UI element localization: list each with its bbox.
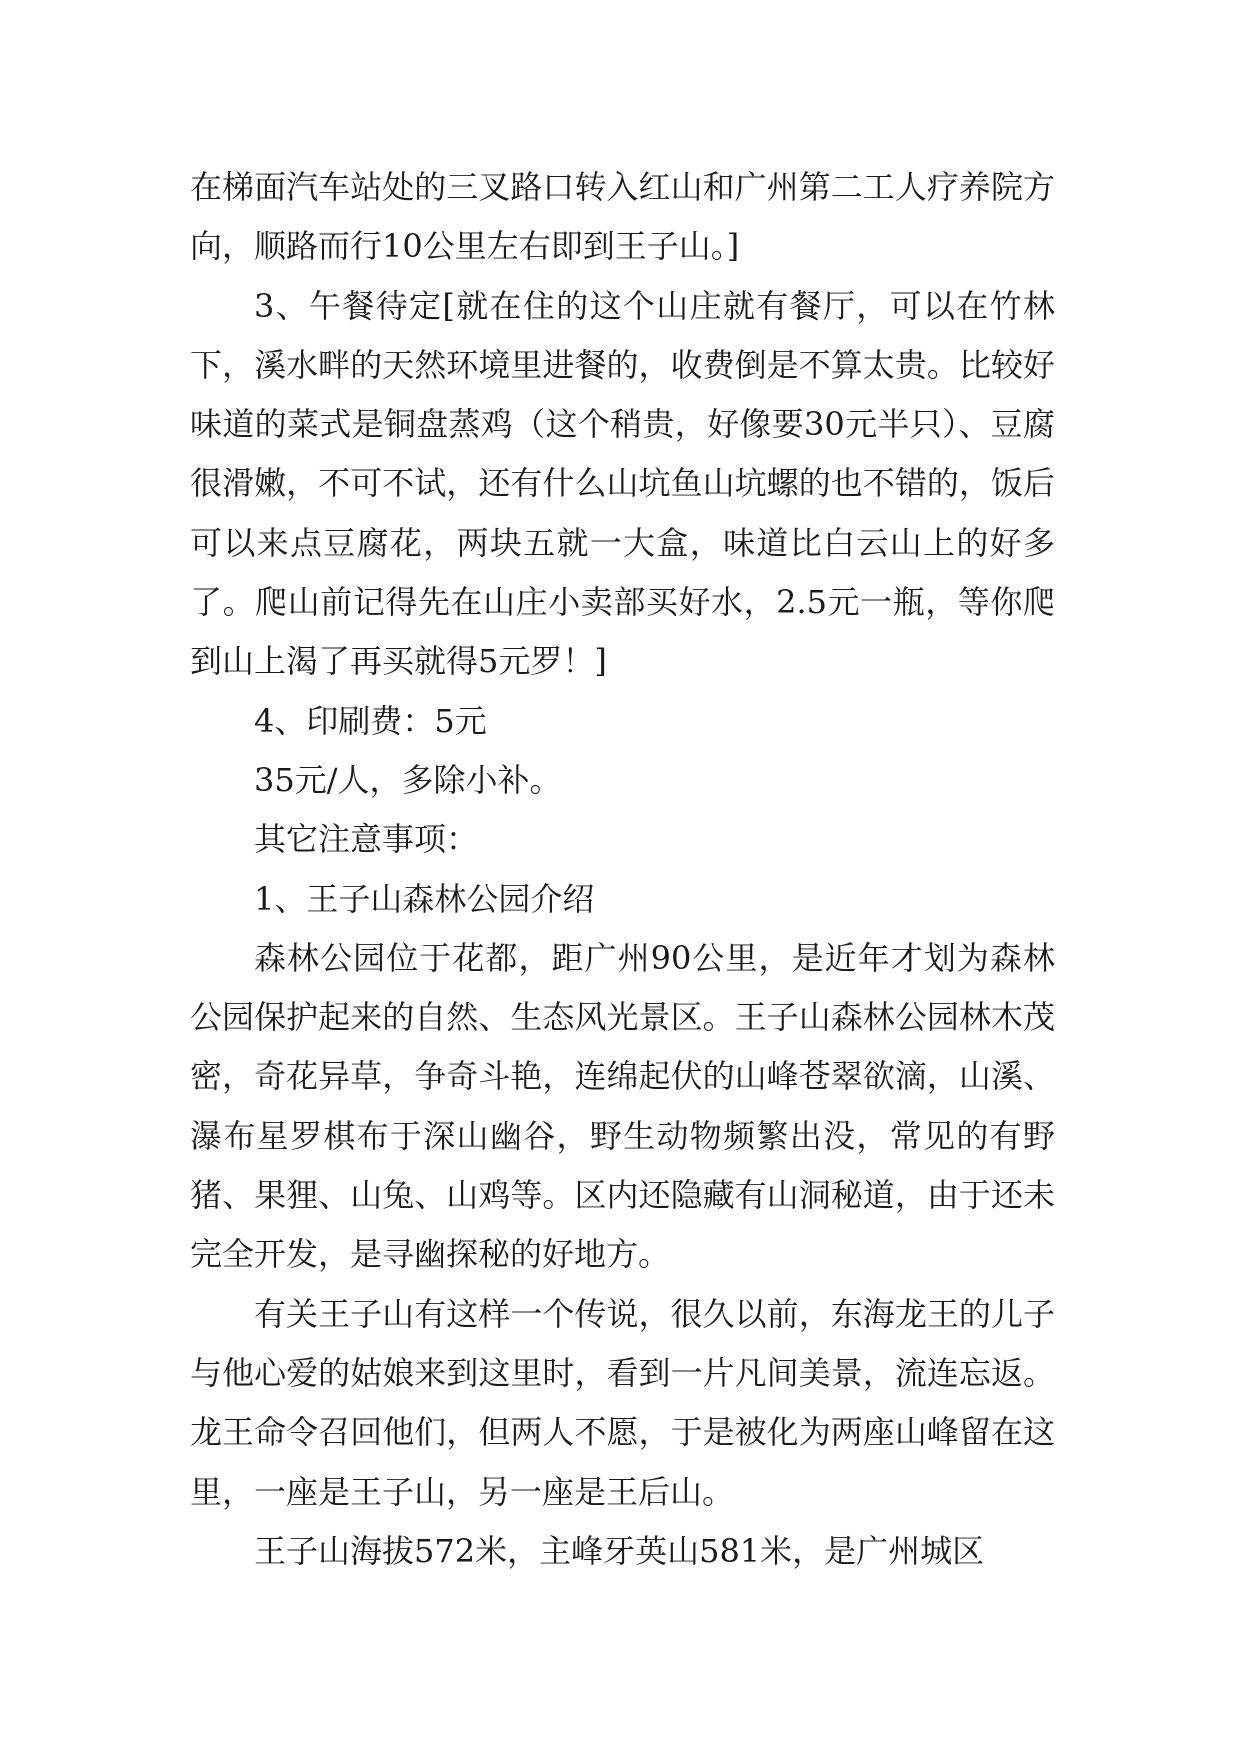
paragraph-park-description: 森林公园位于花都，距广州90公里，是近年才划为森林公园保护起来的自然、生态风光景区。王子山森林公园林木茂密，奇花异草，争奇斗艳，连绵起伏的山峰苍翠欲滴，山溪、瀑布星罗棋布于深山幽谷，野生动物频繁出没，常见的有野猪、果狸、山兔、山鸡等。区内还隐藏有山洞秘道，由于还未完全开发，是寻幽探秘的好地方。 [190,938,1055,1274]
paragraph-legend: 有关王子山有这样一个传说，很久以前，东海龙王的儿子与他心爱的姑娘来到这里时，看到一片凡间美景，流连忘返。龙王命令召回他们，但两人不愿，于是被化为两座山峰留在这里，一座是王子山，另一座是王后山。 [190,1294,1055,1511]
paragraph-route-continuation: 在梯面汽车站处的三叉路口转入红山和广州第二工人疗养院方向，顺路而行10公里左右即到王子山。] [190,168,1055,266]
paragraph-cost-per-person: 35元/人，多除小补。 [254,760,562,799]
paragraph-altitude: 王子山海拔572米，主峰牙英山581米，是广州城区 [254,1531,985,1570]
paragraph-lunch: 3、午餐待定[就在住的这个山庄就有餐厅，可以在竹林下，溪水畔的天然环境里进餐的，收费倒是不算太贵。比较好味道的菜式是铜盘蒸鸡（这个稍贵，好像要30元半只）、豆腐很滑嫩，不可不试，还有什么山坑鱼山坑螺的也不错的，饭后可以来点豆腐花，两块五就一大盒，味道比白云山上的好多了。爬山前记得先在山庄小卖部买好水，2.5元一瓶，等你爬到山上渴了再买就得5元罗！] [190,286,1055,681]
paragraph-printing-fee: 4、印刷费：5元 [254,701,487,740]
paragraph-park-intro-heading: 1、王子山森林公园介绍 [254,879,595,918]
document-body [190,158,1055,1581]
paragraph-notes-heading: 其它注意事项： [254,820,479,859]
